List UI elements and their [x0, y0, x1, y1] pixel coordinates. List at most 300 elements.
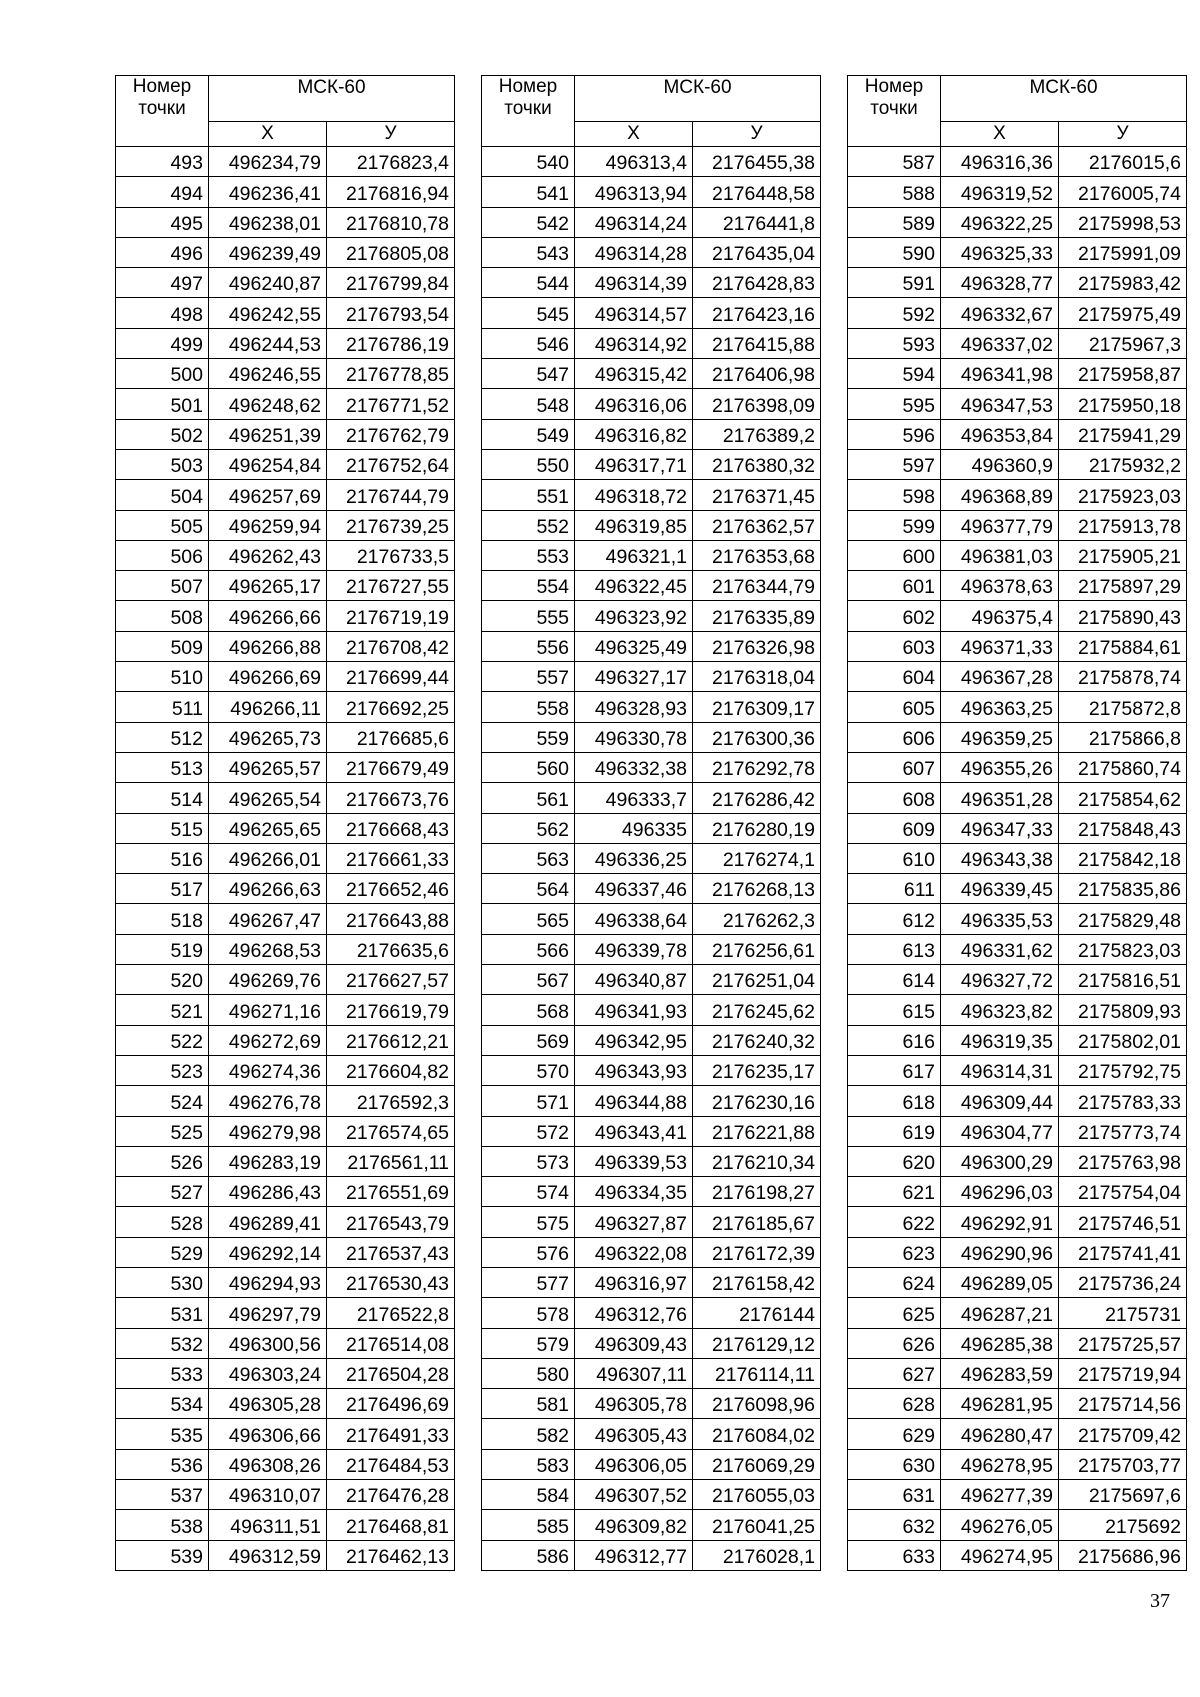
point-number-cell: 582 [482, 1419, 575, 1449]
table-row [848, 1116, 1187, 1146]
coordinates-table-2 [481, 75, 821, 1571]
table-row [482, 904, 821, 934]
y-coordinate-cell: 2175941,29 [1059, 419, 1187, 449]
table-row [848, 1025, 1187, 1055]
point-number-cell: 584 [482, 1480, 575, 1510]
table-row [848, 1540, 1187, 1570]
x-coordinate-cell: 496246,55 [209, 359, 327, 389]
y-coordinate-cell: 2176561,11 [327, 1146, 455, 1176]
point-number-cell: 534 [116, 1389, 209, 1419]
table-row [482, 1298, 821, 1328]
x-coordinate-cell: 496314,31 [941, 1055, 1059, 1085]
table-row [482, 631, 821, 661]
y-coordinate-cell: 2175866,8 [1059, 722, 1187, 752]
point-number-cell: 514 [116, 783, 209, 813]
point-number-cell: 568 [482, 995, 575, 1025]
y-coordinate-cell: 2176744,79 [327, 480, 455, 510]
point-number-cell: 537 [116, 1480, 209, 1510]
table-row [116, 571, 455, 601]
point-number-cell: 614 [848, 965, 941, 995]
x-coordinate-cell: 496316,97 [575, 1267, 693, 1297]
table-row [116, 1146, 455, 1176]
table-row [116, 328, 455, 358]
y-coordinate-cell: 2176496,69 [327, 1389, 455, 1419]
x-coordinate-cell: 496342,95 [575, 1025, 693, 1055]
point-number-cell: 554 [482, 571, 575, 601]
point-number-cell: 507 [116, 571, 209, 601]
table-row [482, 934, 821, 964]
y-coordinate-cell: 2175731 [1059, 1298, 1187, 1328]
table-body [482, 147, 821, 1571]
y-coordinate-cell: 2175932,2 [1059, 449, 1187, 479]
x-coordinate-cell: 496367,28 [941, 662, 1059, 692]
table-row [116, 540, 455, 570]
x-coordinate-cell: 496322,08 [575, 1237, 693, 1267]
table-row [116, 1358, 455, 1388]
y-coordinate-cell: 2176380,32 [693, 449, 821, 479]
point-number-cell: 513 [116, 752, 209, 782]
x-coordinate-cell: 496305,43 [575, 1419, 693, 1449]
table-row [848, 237, 1187, 267]
y-coordinate-cell: 2175709,42 [1059, 1419, 1187, 1449]
y-coordinate-cell: 2176274,1 [693, 843, 821, 873]
y-coordinate-cell: 2176084,02 [693, 1419, 821, 1449]
point-number-cell: 578 [482, 1298, 575, 1328]
table-row [482, 1510, 821, 1540]
point-number-cell: 523 [116, 1055, 209, 1085]
x-coordinate-cell: 496318,72 [575, 480, 693, 510]
y-coordinate-cell: 2176098,96 [693, 1389, 821, 1419]
x-coordinate-cell: 496236,41 [209, 177, 327, 207]
point-number-cell: 498 [116, 298, 209, 328]
point-number-cell: 570 [482, 1055, 575, 1085]
x-coordinate-cell: 496286,43 [209, 1177, 327, 1207]
x-coordinate-cell: 496274,36 [209, 1055, 327, 1085]
y-coordinate-cell: 2175913,78 [1059, 510, 1187, 540]
table-row [482, 752, 821, 782]
point-number-header: Номер точки [116, 76, 209, 147]
table-row [116, 1510, 455, 1540]
point-number-cell: 541 [482, 177, 575, 207]
y-coordinate-cell: 2176448,58 [693, 177, 821, 207]
point-number-cell: 543 [482, 237, 575, 267]
x-coordinate-cell: 496306,05 [575, 1449, 693, 1479]
y-coordinate-cell: 2176240,32 [693, 1025, 821, 1055]
point-number-cell: 605 [848, 692, 941, 722]
x-coordinate-cell: 496292,14 [209, 1237, 327, 1267]
x-coordinate-cell: 496296,03 [941, 1177, 1059, 1207]
x-coordinate-cell: 496314,24 [575, 207, 693, 237]
point-number-cell: 555 [482, 601, 575, 631]
y-coordinate-cell: 2175754,04 [1059, 1177, 1187, 1207]
table-row [482, 147, 821, 177]
x-coordinate-cell: 496242,55 [209, 298, 327, 328]
table-row [482, 1055, 821, 1085]
x-coordinate-cell: 496283,59 [941, 1358, 1059, 1388]
point-number-cell: 548 [482, 389, 575, 419]
table-row [116, 359, 455, 389]
point-number-cell: 601 [848, 571, 941, 601]
x-coordinate-cell: 496336,25 [575, 843, 693, 873]
table-row [116, 1419, 455, 1449]
point-number-cell: 505 [116, 510, 209, 540]
table-row [116, 1449, 455, 1479]
x-coordinate-cell: 496265,54 [209, 783, 327, 813]
point-number-cell: 577 [482, 1267, 575, 1297]
table-row [116, 1055, 455, 1085]
point-number-cell: 530 [116, 1267, 209, 1297]
x-coordinate-cell: 496289,05 [941, 1267, 1059, 1297]
table-row [116, 1177, 455, 1207]
point-number-cell: 563 [482, 843, 575, 873]
point-number-cell: 569 [482, 1025, 575, 1055]
y-coordinate-cell: 2176435,04 [693, 237, 821, 267]
point-number-cell: 565 [482, 904, 575, 934]
table-row [848, 268, 1187, 298]
table-row [848, 328, 1187, 358]
point-number-cell: 629 [848, 1419, 941, 1449]
x-coordinate-cell: 496338,64 [575, 904, 693, 934]
point-number-cell: 632 [848, 1510, 941, 1540]
table-row [848, 1419, 1187, 1449]
x-coordinate-cell: 496312,76 [575, 1298, 693, 1328]
y-coordinate-cell: 2176799,84 [327, 268, 455, 298]
y-coordinate-cell: 2176309,17 [693, 692, 821, 722]
y-coordinate-cell: 2176522,8 [327, 1298, 455, 1328]
point-number-cell: 519 [116, 934, 209, 964]
y-coordinate-cell: 2176280,19 [693, 813, 821, 843]
point-number-cell: 556 [482, 631, 575, 661]
point-number-cell: 602 [848, 601, 941, 631]
x-coordinate-cell: 496377,79 [941, 510, 1059, 540]
point-number-cell: 571 [482, 1086, 575, 1116]
point-number-cell: 562 [482, 813, 575, 843]
y-coordinate-cell: 2175773,74 [1059, 1116, 1187, 1146]
table-row [848, 177, 1187, 207]
point-number-cell: 585 [482, 1510, 575, 1540]
y-coordinate-cell: 2176292,78 [693, 752, 821, 782]
coordinates-table-3 [847, 75, 1187, 1571]
x-coordinate-cell: 496347,53 [941, 389, 1059, 419]
table-row [848, 995, 1187, 1025]
x-coordinate-cell: 496322,25 [941, 207, 1059, 237]
x-coordinate-cell: 496266,63 [209, 874, 327, 904]
point-number-cell: 560 [482, 752, 575, 782]
y-coordinate-cell: 2176739,25 [327, 510, 455, 540]
x-column-header: Х [209, 122, 327, 147]
table-row [116, 389, 455, 419]
x-coordinate-cell: 496305,78 [575, 1389, 693, 1419]
table-row [482, 783, 821, 813]
x-coordinate-cell: 496274,95 [941, 1540, 1059, 1570]
point-number-cell: 538 [116, 1510, 209, 1540]
x-coordinate-cell: 496322,45 [575, 571, 693, 601]
table-row [482, 1540, 821, 1570]
point-number-cell: 516 [116, 843, 209, 873]
y-coordinate-cell: 2176484,53 [327, 1449, 455, 1479]
point-number-cell: 575 [482, 1207, 575, 1237]
y-coordinate-cell: 2176235,17 [693, 1055, 821, 1085]
y-coordinate-cell: 2176727,55 [327, 571, 455, 601]
y-coordinate-cell: 2176592,3 [327, 1086, 455, 1116]
y-coordinate-cell: 2176771,52 [327, 389, 455, 419]
x-coordinate-cell: 496292,91 [941, 1207, 1059, 1237]
point-number-cell: 535 [116, 1419, 209, 1449]
point-number-cell: 546 [482, 328, 575, 358]
x-coordinate-cell: 496238,01 [209, 207, 327, 237]
table-row [848, 480, 1187, 510]
table-row [848, 1237, 1187, 1267]
y-coordinate-cell: 2176661,33 [327, 843, 455, 873]
table-row [482, 1358, 821, 1388]
y-coordinate-cell: 2175983,42 [1059, 268, 1187, 298]
point-number-cell: 500 [116, 359, 209, 389]
table-row [116, 1328, 455, 1358]
table-row [848, 1358, 1187, 1388]
table-row [848, 510, 1187, 540]
table-row [116, 783, 455, 813]
y-coordinate-cell: 2176318,04 [693, 662, 821, 692]
point-number-cell: 598 [848, 480, 941, 510]
point-number-cell: 508 [116, 601, 209, 631]
table-row [848, 965, 1187, 995]
y-coordinate-cell: 2176476,28 [327, 1480, 455, 1510]
x-coordinate-cell: 496309,43 [575, 1328, 693, 1358]
x-coordinate-cell: 496327,17 [575, 662, 693, 692]
point-number-cell: 623 [848, 1237, 941, 1267]
y-coordinate-cell: 2176335,89 [693, 601, 821, 631]
y-coordinate-cell: 2175697,6 [1059, 1480, 1187, 1510]
point-number-cell: 553 [482, 540, 575, 570]
x-coordinate-cell: 496248,62 [209, 389, 327, 419]
table-row [116, 965, 455, 995]
y-column-header: У [327, 122, 455, 147]
table-row [116, 843, 455, 873]
x-coordinate-cell: 496281,95 [941, 1389, 1059, 1419]
y-coordinate-cell: 2175884,61 [1059, 631, 1187, 661]
x-coordinate-cell: 496360,9 [941, 449, 1059, 479]
table-row [482, 965, 821, 995]
point-number-cell: 550 [482, 449, 575, 479]
x-coordinate-cell: 496337,46 [575, 874, 693, 904]
table-row [848, 207, 1187, 237]
y-coordinate-cell: 2176144 [693, 1298, 821, 1328]
table-row [116, 510, 455, 540]
point-number-cell: 626 [848, 1328, 941, 1358]
x-coordinate-cell: 496267,47 [209, 904, 327, 934]
x-coordinate-cell: 496239,49 [209, 237, 327, 267]
point-number-cell: 561 [482, 783, 575, 813]
x-coordinate-cell: 496287,21 [941, 1298, 1059, 1328]
y-coordinate-cell: 2175714,56 [1059, 1389, 1187, 1419]
y-coordinate-cell: 2176028,1 [693, 1540, 821, 1570]
table-row [848, 359, 1187, 389]
x-coordinate-cell: 496323,82 [941, 995, 1059, 1025]
point-number-cell: 590 [848, 237, 941, 267]
table-row [482, 237, 821, 267]
y-coordinate-cell: 2176158,42 [693, 1267, 821, 1297]
point-number-cell: 633 [848, 1540, 941, 1570]
table-row [482, 510, 821, 540]
point-number-cell: 574 [482, 1177, 575, 1207]
y-coordinate-cell: 2175958,87 [1059, 359, 1187, 389]
y-coordinate-cell: 2176679,49 [327, 752, 455, 782]
x-coordinate-cell: 496317,71 [575, 449, 693, 479]
point-number-cell: 528 [116, 1207, 209, 1237]
table-row [848, 783, 1187, 813]
table-row [482, 571, 821, 601]
point-number-cell: 607 [848, 752, 941, 782]
y-coordinate-cell: 2175897,29 [1059, 571, 1187, 601]
y-coordinate-cell: 2175816,51 [1059, 965, 1187, 995]
table-row [848, 1086, 1187, 1116]
y-coordinate-cell: 2175835,86 [1059, 874, 1187, 904]
point-number-cell: 603 [848, 631, 941, 661]
table-row [482, 359, 821, 389]
table-row [848, 813, 1187, 843]
table-row [482, 1025, 821, 1055]
table-row [116, 1025, 455, 1055]
x-coordinate-cell: 496272,69 [209, 1025, 327, 1055]
table-row [116, 722, 455, 752]
point-number-cell: 593 [848, 328, 941, 358]
y-coordinate-cell: 2176786,19 [327, 328, 455, 358]
x-coordinate-cell: 496314,28 [575, 237, 693, 267]
y-coordinate-cell: 2176752,64 [327, 449, 455, 479]
table-row [482, 540, 821, 570]
x-coordinate-cell: 496341,98 [941, 359, 1059, 389]
table-row [848, 601, 1187, 631]
table-row [116, 631, 455, 661]
point-number-cell: 510 [116, 662, 209, 692]
y-coordinate-cell: 2175741,41 [1059, 1237, 1187, 1267]
point-number-cell: 611 [848, 874, 941, 904]
x-coordinate-cell: 496337,02 [941, 328, 1059, 358]
table-body [116, 147, 455, 1571]
y-coordinate-cell: 2176699,44 [327, 662, 455, 692]
page-number: 37 [1150, 1590, 1170, 1612]
table-row [482, 1328, 821, 1358]
point-number-cell: 595 [848, 389, 941, 419]
table-row [848, 843, 1187, 873]
x-coordinate-cell: 496335 [575, 813, 693, 843]
table-row [848, 752, 1187, 782]
x-coordinate-cell: 496297,79 [209, 1298, 327, 1328]
table-row [482, 692, 821, 722]
table-row [116, 752, 455, 782]
y-coordinate-cell: 2176262,3 [693, 904, 821, 934]
x-coordinate-cell: 496327,72 [941, 965, 1059, 995]
x-coordinate-cell: 496234,79 [209, 147, 327, 177]
x-coordinate-cell: 496314,39 [575, 268, 693, 298]
x-coordinate-cell: 496331,62 [941, 934, 1059, 964]
x-coordinate-cell: 496344,88 [575, 1086, 693, 1116]
table-row [848, 1207, 1187, 1237]
y-coordinate-cell: 2176326,98 [693, 631, 821, 661]
point-number-cell: 539 [116, 1540, 209, 1570]
y-coordinate-cell: 2176198,27 [693, 1177, 821, 1207]
table-row [116, 904, 455, 934]
y-coordinate-cell: 2175975,49 [1059, 298, 1187, 328]
x-coordinate-cell: 496343,38 [941, 843, 1059, 873]
table-row [848, 449, 1187, 479]
x-coordinate-cell: 496375,4 [941, 601, 1059, 631]
y-coordinate-cell: 2176612,21 [327, 1025, 455, 1055]
y-coordinate-cell: 2176245,62 [693, 995, 821, 1025]
x-coordinate-cell: 496265,17 [209, 571, 327, 601]
table-row [482, 328, 821, 358]
point-number-cell: 496 [116, 237, 209, 267]
point-number-cell: 533 [116, 1358, 209, 1388]
y-coordinate-cell: 2175802,01 [1059, 1025, 1187, 1055]
table-row [848, 147, 1187, 177]
y-coordinate-cell: 2176221,88 [693, 1116, 821, 1146]
table-row [848, 571, 1187, 601]
table-row [482, 268, 821, 298]
x-coordinate-cell: 496316,06 [575, 389, 693, 419]
y-coordinate-cell: 2176551,69 [327, 1177, 455, 1207]
point-number-cell: 592 [848, 298, 941, 328]
table-row [482, 1086, 821, 1116]
y-coordinate-cell: 2176230,16 [693, 1086, 821, 1116]
table-row [482, 843, 821, 873]
y-coordinate-cell: 2176286,42 [693, 783, 821, 813]
x-coordinate-cell: 496306,66 [209, 1419, 327, 1449]
point-number-cell: 495 [116, 207, 209, 237]
x-coordinate-cell: 496278,95 [941, 1449, 1059, 1479]
point-number-cell: 509 [116, 631, 209, 661]
x-coordinate-cell: 496294,93 [209, 1267, 327, 1297]
point-number-cell: 620 [848, 1146, 941, 1176]
y-coordinate-cell: 2176733,5 [327, 540, 455, 570]
table-row [482, 298, 821, 328]
x-column-header: Х [941, 122, 1059, 147]
point-number-cell: 581 [482, 1389, 575, 1419]
x-coordinate-cell: 496307,11 [575, 1358, 693, 1388]
x-coordinate-cell: 496244,53 [209, 328, 327, 358]
x-coordinate-cell: 496266,69 [209, 662, 327, 692]
point-number-cell: 604 [848, 662, 941, 692]
table-row [482, 1419, 821, 1449]
point-number-cell: 579 [482, 1328, 575, 1358]
y-coordinate-cell: 2175823,03 [1059, 934, 1187, 964]
y-coordinate-cell: 2175842,18 [1059, 843, 1187, 873]
y-coordinate-cell: 2175783,33 [1059, 1086, 1187, 1116]
x-coordinate-cell: 496305,28 [209, 1389, 327, 1419]
table-row [116, 1540, 455, 1570]
x-coordinate-cell: 496343,93 [575, 1055, 693, 1085]
x-coordinate-cell: 496312,77 [575, 1540, 693, 1570]
x-coordinate-cell: 496334,35 [575, 1177, 693, 1207]
y-coordinate-cell: 2176129,12 [693, 1328, 821, 1358]
point-number-cell: 573 [482, 1146, 575, 1176]
point-number-cell: 540 [482, 147, 575, 177]
y-coordinate-cell: 2176635,6 [327, 934, 455, 964]
point-number-cell: 551 [482, 480, 575, 510]
point-number-cell: 536 [116, 1449, 209, 1479]
y-coordinate-cell: 2175725,57 [1059, 1328, 1187, 1358]
x-coordinate-cell: 496300,56 [209, 1328, 327, 1358]
y-coordinate-cell: 2175860,74 [1059, 752, 1187, 782]
table-row [482, 1267, 821, 1297]
table-row [848, 419, 1187, 449]
point-number-cell: 515 [116, 813, 209, 843]
y-coordinate-cell: 2175890,43 [1059, 601, 1187, 631]
table-row [482, 1207, 821, 1237]
point-number-cell: 542 [482, 207, 575, 237]
y-coordinate-cell: 2175950,18 [1059, 389, 1187, 419]
table-row [482, 1480, 821, 1510]
